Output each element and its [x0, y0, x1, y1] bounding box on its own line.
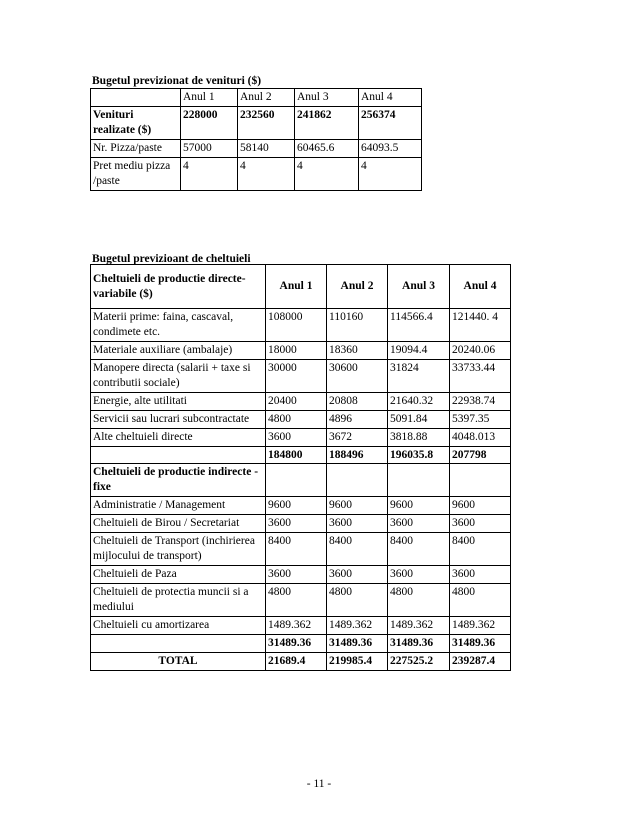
cell-value: 4 [295, 157, 359, 190]
cell-value: 3600 [266, 515, 327, 533]
header-cell: Anul 1 [181, 89, 238, 107]
cell-value: 228000 [181, 106, 238, 139]
cell-value: 1489.362 [327, 616, 388, 634]
page-number: - 11 - [306, 778, 332, 790]
header-cell: Anul 2 [238, 89, 295, 107]
row-label: Pret mediu pizza /paste [91, 157, 181, 190]
cell-value: 5397.35 [450, 410, 511, 428]
cell-value: 1489.362 [388, 616, 450, 634]
row-label: Manopere directa (salarii + taxe si contributii sociale) [91, 359, 266, 392]
cell-value: 57000 [181, 139, 238, 157]
row-label: Servicii sau lucrari subcontractate [91, 410, 266, 428]
table-row [91, 616, 511, 634]
cell-value: 18360 [327, 341, 388, 359]
cell-value: 108000 [266, 309, 327, 342]
table-row [91, 566, 511, 584]
cell-value: 1489.362 [266, 616, 327, 634]
cell-value: 64093.5 [359, 139, 422, 157]
cell-value: 4800 [450, 584, 511, 617]
cell-value: 4048.013 [450, 428, 511, 446]
header-year: Anul 3 [388, 265, 450, 309]
grand-total-value: 219985.4 [327, 652, 388, 670]
cell-value: 9600 [388, 497, 450, 515]
cell-value: 22938.74 [450, 392, 511, 410]
cell-value: 3600 [450, 566, 511, 584]
cell-value: 3600 [450, 515, 511, 533]
cell-value: 20808 [327, 392, 388, 410]
row-label: Administratie / Management [91, 497, 266, 515]
table-row [91, 497, 511, 515]
cell-value: 232560 [238, 106, 295, 139]
cell-value: 5091.84 [388, 410, 450, 428]
grand-total-label: TOTAL [91, 652, 266, 670]
table-row [91, 428, 511, 446]
table-header-row [91, 265, 511, 309]
table-row [91, 584, 511, 617]
cell-value: 9600 [266, 497, 327, 515]
empty-cell [266, 464, 327, 497]
cell-value: 3600 [327, 515, 388, 533]
grand-total-value: 239287.4 [450, 652, 511, 670]
subtotal-row [91, 446, 511, 464]
section-header-row [91, 464, 511, 497]
cell-value: 58140 [238, 139, 295, 157]
cell-value: 4896 [327, 410, 388, 428]
subtotal-value: 31489.36 [327, 634, 388, 652]
cell-value: 114566.4 [388, 309, 450, 342]
subtotal-value: 31489.36 [388, 634, 450, 652]
table-row [91, 139, 422, 157]
cell-value: 19094.4 [388, 341, 450, 359]
row-label: Energie, alte utilitati [91, 392, 266, 410]
header-cell [91, 89, 181, 107]
cell-value: 20400 [266, 392, 327, 410]
subtotal-value: 31489.36 [266, 634, 327, 652]
cell-value: 4 [238, 157, 295, 190]
subtotal-row [91, 634, 511, 652]
subtotal-value: 31489.36 [450, 634, 511, 652]
grand-total-value: 21689.4 [266, 652, 327, 670]
row-label: Cheltuieli de protectia muncii si a mediului [91, 584, 266, 617]
subtotal-value: 184800 [266, 446, 327, 464]
table-row [91, 392, 511, 410]
cell-value: 60465.6 [295, 139, 359, 157]
cell-value: 8400 [450, 533, 511, 566]
cell-value: 110160 [327, 309, 388, 342]
header-year: Anul 4 [450, 265, 511, 309]
cell-value: 4800 [327, 584, 388, 617]
empty-cell [388, 464, 450, 497]
row-label: Materii prime: faina, cascaval, condimete etc. [91, 309, 266, 342]
row-label: Nr. Pizza/paste [91, 139, 181, 157]
section-header: Cheltuieli de productie indirecte - fixe [91, 464, 266, 497]
cell-value: 8400 [388, 533, 450, 566]
cell-value: 4 [181, 157, 238, 190]
cell-value: 4800 [266, 410, 327, 428]
cell-value: 8400 [327, 533, 388, 566]
table-row [91, 106, 422, 139]
cell-value: 3600 [266, 566, 327, 584]
row-label: Venituri realizate ($) [91, 106, 181, 139]
cell-value: 31824 [388, 359, 450, 392]
table-header-row [91, 89, 422, 107]
cell-value: 1489.362 [450, 616, 511, 634]
empty-cell [91, 634, 266, 652]
cell-value: 4800 [388, 584, 450, 617]
table-row [91, 359, 511, 392]
subtotal-value: 196035.8 [388, 446, 450, 464]
subtotal-value: 207798 [450, 446, 511, 464]
grand-total-row [91, 652, 511, 670]
row-label: Cheltuieli de Paza [91, 566, 266, 584]
cell-value: 121440. 4 [450, 309, 511, 342]
table-row [91, 309, 511, 342]
cell-value: 20240.06 [450, 341, 511, 359]
table-row [91, 533, 511, 566]
row-label: Cheltuieli de Transport (inchirierea mijlocului de transport) [91, 533, 266, 566]
grand-total-value: 227525.2 [388, 652, 450, 670]
table-row [91, 157, 422, 190]
table-row [91, 515, 511, 533]
revenue-budget-table [90, 88, 422, 191]
row-label: Cheltuieli cu amortizarea [91, 616, 266, 634]
header-year: Anul 2 [327, 265, 388, 309]
cell-value: 4 [359, 157, 422, 190]
cell-value: 18000 [266, 341, 327, 359]
cell-value: 9600 [327, 497, 388, 515]
table-row [91, 341, 511, 359]
expense-budget-table [90, 264, 511, 671]
table-row [91, 410, 511, 428]
cell-value: 33733.44 [450, 359, 511, 392]
cell-value: 30600 [327, 359, 388, 392]
subtotal-value: 188496 [327, 446, 388, 464]
cell-value: 21640.32 [388, 392, 450, 410]
header-label: Cheltuieli de productie directe-variabile ($) [91, 265, 266, 309]
cell-value: 30000 [266, 359, 327, 392]
cell-value: 3672 [327, 428, 388, 446]
cell-value: 3818.88 [388, 428, 450, 446]
expense-budget-title: Bugetul previzioant de cheltuieli [92, 253, 251, 265]
cell-value: 3600 [327, 566, 388, 584]
empty-cell [91, 446, 266, 464]
cell-value: 8400 [266, 533, 327, 566]
header-cell: Anul 4 [359, 89, 422, 107]
cell-value: 9600 [450, 497, 511, 515]
cell-value: 3600 [388, 566, 450, 584]
header-cell: Anul 3 [295, 89, 359, 107]
cell-value: 3600 [388, 515, 450, 533]
row-label: Alte cheltuieli directe [91, 428, 266, 446]
row-label: Materiale auxiliare (ambalaje) [91, 341, 266, 359]
empty-cell [450, 464, 511, 497]
cell-value: 3600 [266, 428, 327, 446]
row-label: Cheltuieli de Birou / Secretariat [91, 515, 266, 533]
cell-value: 4800 [266, 584, 327, 617]
empty-cell [327, 464, 388, 497]
cell-value: 256374 [359, 106, 422, 139]
header-year: Anul 1 [266, 265, 327, 309]
revenue-budget-title: Bugetul previzionat de venituri ($) [92, 75, 262, 87]
cell-value: 241862 [295, 106, 359, 139]
